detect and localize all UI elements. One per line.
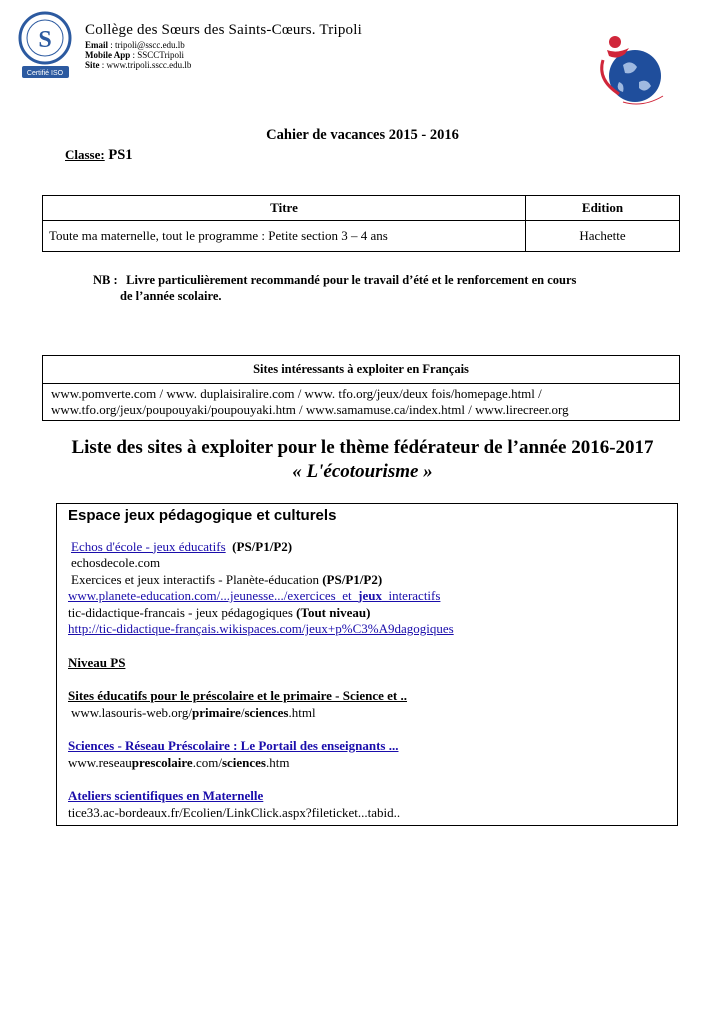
svg-text:Certifié ISO: Certifié ISO: [26, 70, 64, 77]
sites-fr-header: Sites intéressants à exploiter en Français: [43, 356, 680, 384]
planete-link[interactable]: www.planete-education.com/...jeunesse.../exercices_et_jeux_interactifs: [68, 588, 441, 603]
cahier-title: Cahier de vacances 2015 - 2016: [266, 127, 459, 143]
sites-fr-table: [42, 355, 680, 421]
reseau-link[interactable]: Sciences - Réseau Préscolaire : Le Portail des enseignants ...: [68, 738, 399, 753]
liste-heading: Liste des sites à exploiter pour le thème fédérateur de l’année 2016-2017 « L'écotourisme »: [71, 437, 654, 482]
sites-fr-list: [43, 384, 680, 421]
ateliers-link[interactable]: Ateliers scientifiques en Maternelle: [68, 788, 264, 803]
header-app: Mobile App : SSCCTripoli: [85, 50, 184, 60]
table-row: [43, 221, 680, 252]
box-title: Espace jeux pédagogique et culturels: [68, 507, 337, 524]
niveau-ps: Niveau PS: [68, 654, 126, 670]
nb-note: NB : Livre particulièrement recommandé pour le travail d’été et le renforcement en cours de l’année scolaire.: [93, 273, 577, 303]
school-logo: [18, 10, 73, 82]
tic-link[interactable]: http://tic-didactique-français.wikispaces.com/jeux+p%C3%A9dagogiques: [68, 621, 454, 636]
echos-url: echosdecole.com: [71, 555, 161, 570]
books-table: [42, 195, 680, 252]
planete-text: Exercices et jeux interactifs - Planète-éducation (PS/P1/P2): [71, 571, 383, 587]
lasouris-title: Sites éducatifs pour le préscolaire et le primaire - Science et ..: [68, 688, 408, 703]
header-site: Site : www.tripoli.sscc.edu.lb: [85, 60, 192, 70]
tic-text: tic-didactique-francais - jeux pédagogiques (Tout niveau): [68, 604, 371, 620]
sites-fr-line: www.pomverte.com / www. duplaisiralire.com / www. tfo.org/jeux/deux fois/homepage.html /: [51, 386, 542, 401]
svg-text:S: S: [38, 27, 52, 53]
col-edition: Edition: [526, 196, 680, 221]
books-header-row: [43, 196, 680, 221]
ateliers-url: tice33.ac-bordeaux.fr/Ecolien/LinkClick.aspx?fileticket...tabid..: [68, 804, 401, 820]
school-name: Collège des Sœurs des Saints-Cœurs. Tripoli: [85, 22, 362, 38]
globe-logo: [593, 30, 673, 110]
classe: Classe: PS1: [65, 147, 133, 163]
resources-box: Espace jeux pédagogique et culturels Echos d'école - jeux éducatifs (PS/P1/P2) echosdecole.com Exercices et jeux interactifs - Planète-éducation (PS/P1/P2) www.planete-education.com/...jeunesse.../exercices_et_jeux_interactifs tic-didactique-francais - jeux pédagogiques (Tout niveau) http://tic-didactique-français.wikispaces.com/jeux+p%C3%A9dagogiques Niveau PS Sites éducatifs pour le préscolaire et le primaire - Science et .. www.lasouris-web.org/primaire/sciences.html Sciences - Réseau Préscolaire : Le Portail des enseignants ... www.reseauprescolaire.com/sciences.htm Ateliers scientifiques en Maternelle tice33.ac-bordeaux.fr/Ecolien/LinkClick.aspx?fileticket...tabid..: [56, 503, 678, 826]
book-title: Toute ma maternelle, tout le programme : Petite section 3 – 4 ans: [43, 221, 526, 252]
col-titre: Titre: [43, 196, 526, 221]
book-edition: Hachette: [526, 221, 680, 252]
header-email: Email : tripoli@sscc.edu.lb: [85, 40, 185, 50]
reseau-url: www.reseauprescolaire.com/sciences.htm: [68, 754, 290, 770]
sites-fr-line: www.tfo.org/jeux/poupouyaki/poupouyaki.htm / www.samamuse.ca/index.html / www.lirecreer.org: [51, 402, 569, 417]
lasouris-url: www.lasouris-web.org/primaire/sciences.html: [71, 704, 316, 720]
echos-link[interactable]: Echos d'école - jeux éducatifs: [71, 538, 226, 554]
